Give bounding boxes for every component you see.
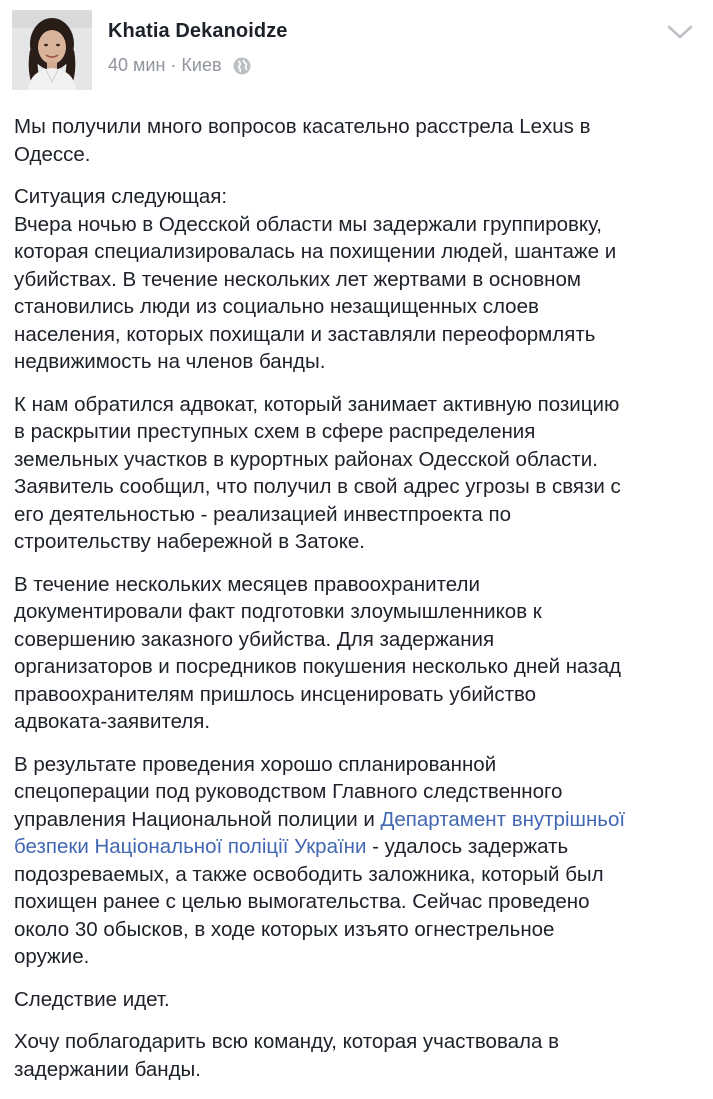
- page-link-department[interactable]: безпеки Національної поліції України: [14, 835, 367, 858]
- avatar-photo: [12, 10, 92, 90]
- text-line: Мы получили много вопросов касательно расстрела Lexus в: [14, 115, 591, 138]
- text-line: населения, которых похищали и заставляли переоформлять: [14, 322, 596, 346]
- meta-separator: ·: [170, 55, 177, 75]
- text-line: адвоката-заявителя.: [14, 710, 211, 733]
- globe-icon: [232, 56, 252, 76]
- text-line: Хочу поблагодарить всю команду, которая участвовала в: [14, 1030, 559, 1053]
- text-line: в раскрытии преступных схем в сфере распределения: [14, 420, 536, 443]
- text-line: Вчера ночью в Одесской области мы задержали группировку,: [14, 212, 602, 236]
- paragraph-4: [14, 571, 704, 736]
- text-line: К нам обратился адвокат, который занимает активную позицию: [14, 392, 620, 416]
- text-line: спецоперации под руководством Главного следственного: [14, 780, 563, 803]
- post-location[interactable]: Киев: [181, 55, 222, 75]
- paragraph-5: [14, 751, 704, 971]
- text-line: задержании банды.: [14, 1057, 201, 1081]
- text-line: В течение нескольких месяцев правоохранители: [14, 572, 480, 596]
- text-line: документировали факт подготовки злоумышленников к: [14, 600, 542, 623]
- text-line: Одессе.: [14, 142, 91, 166]
- text-line: строительству набережной в Затоке.: [14, 530, 366, 553]
- text-line: [14, 833, 704, 861]
- paragraph-6: [14, 986, 704, 1014]
- text-line: около 30 обысков, в ходе которых изъято огнестрельное: [14, 917, 555, 941]
- text-fragment: управления Национальной полиции и: [14, 807, 381, 831]
- author-name[interactable]: Khatia Dekanoidze: [108, 20, 288, 42]
- text-line: подозреваемых, а также освободить заложника, который был: [14, 862, 604, 886]
- text-line: его деятельностью - реализацией инвестпроекта по: [14, 502, 512, 526]
- text-line: становились люди из социально незащищенных слоев: [14, 295, 539, 318]
- text-line: похищен ранее с целью вымогательства. Сейчас проведено: [14, 890, 590, 913]
- text-line: организаторов и посредников покушения несколько дней назад: [14, 655, 621, 678]
- paragraph-1: [14, 113, 704, 168]
- text-line: Заявитель сообщил, что получил в свой адрес угрозы в связи с: [14, 475, 621, 498]
- text-line: [14, 806, 704, 834]
- text-line: В результате проведения хорошо спланированной: [14, 752, 497, 776]
- text-line: которая специализировалась на похищении людей, шантаже и: [14, 240, 617, 263]
- text-line: убийствах. В течение нескольких лет жертвами в основном: [14, 267, 581, 291]
- text-line: оружие.: [14, 945, 90, 968]
- page-link-department[interactable]: Департамент внутрішньої: [380, 807, 626, 831]
- paragraph-2: [14, 183, 704, 376]
- text-line: правоохранителям пришлось инсценировать убийство: [14, 682, 537, 706]
- text-line: недвижимость на членов банды.: [14, 350, 326, 373]
- text-line: Ситуация следующая:: [14, 185, 228, 208]
- paragraph-3: [14, 391, 704, 556]
- text-line: земельных участков в курортных районах Одесской области.: [14, 447, 598, 471]
- post-time[interactable]: 40 мин: [108, 55, 166, 75]
- text-fragment: - удалось задержать: [366, 835, 569, 858]
- text-line: Следствие идет.: [14, 987, 170, 1011]
- avatar[interactable]: [12, 10, 92, 90]
- paragraph-7: [14, 1028, 704, 1083]
- post-meta: [108, 55, 252, 76]
- chevron-down-icon[interactable]: [666, 22, 694, 42]
- post-header: [0, 0, 713, 100]
- text-line: совершению заказного убийства. Для задержания: [14, 627, 495, 651]
- post-text: [14, 113, 704, 1098]
